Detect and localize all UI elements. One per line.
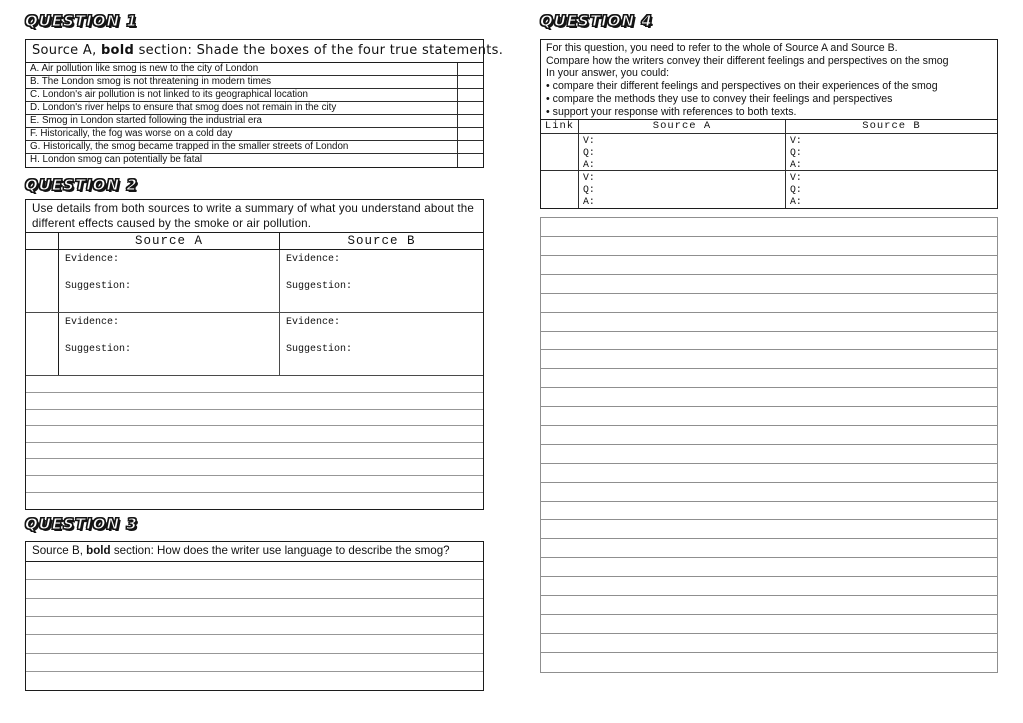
question3-prompt-suffix: section: How does the writer use language to describe the smog? [110, 544, 450, 558]
vqa-cell-source-a[interactable] [579, 171, 786, 208]
answer-line[interactable] [26, 459, 483, 476]
answer-line[interactable] [541, 218, 997, 237]
answer-line[interactable] [541, 445, 997, 464]
shade-box[interactable] [457, 89, 483, 101]
question3-heading [25, 516, 484, 534]
vocabulary-label: V: [583, 172, 595, 184]
evidence-label: Evidence: [65, 254, 120, 266]
answer-line[interactable] [26, 493, 483, 510]
suggestion-label: Suggestion: [286, 344, 353, 356]
answer-line[interactable] [541, 313, 997, 332]
question1-heading [25, 13, 484, 31]
question4-bullet-line: • support your response with references to both texts. [546, 105, 797, 118]
statement-row [26, 89, 483, 102]
evidence-label: Evidence: [65, 317, 120, 329]
question4-header-row [541, 120, 997, 134]
answer-line[interactable] [26, 580, 483, 598]
question4-heading [540, 13, 998, 31]
link-cell[interactable] [541, 134, 579, 170]
answer-line[interactable] [26, 654, 483, 672]
statement-row [26, 76, 483, 89]
question1-heading-text: QUESTION 1 [25, 12, 138, 30]
answer-line[interactable] [541, 502, 997, 521]
question1-prompt-bold: bold [100, 43, 135, 58]
link-cell[interactable] [541, 171, 579, 208]
evidence-row [26, 313, 483, 376]
answer-line[interactable] [26, 476, 483, 493]
analysis-label: A: [790, 196, 802, 208]
vocabulary-label: V: [790, 172, 802, 184]
answer-line[interactable] [541, 520, 997, 539]
answer-line[interactable] [541, 615, 997, 634]
answer-line[interactable] [541, 464, 997, 483]
suggestion-label: Suggestion: [65, 281, 132, 293]
answer-line[interactable] [541, 388, 997, 407]
statement-text: C. London's air pollution is not linked to its geographical location [30, 89, 308, 100]
quote-label: Q: [790, 184, 802, 196]
link-header: Link [541, 120, 579, 133]
shade-box[interactable] [457, 63, 483, 75]
suggestion-label: Suggestion: [286, 281, 353, 293]
analysis-label: A: [790, 159, 802, 171]
shade-box[interactable] [457, 154, 483, 167]
vocabulary-label: V: [790, 135, 802, 147]
source-a-header: Source A [579, 120, 786, 133]
answer-line[interactable] [26, 617, 483, 635]
question2-heading [25, 177, 484, 195]
question4-bullet-line: • compare their different feelings and perspectives on their experiences of the smog [546, 80, 938, 93]
answer-line[interactable] [26, 635, 483, 653]
answer-line[interactable] [541, 634, 997, 653]
answer-line[interactable] [26, 599, 483, 617]
vqa-cell-source-a[interactable] [579, 134, 786, 170]
shade-box[interactable] [457, 115, 483, 127]
question2-answer-lines [26, 376, 483, 509]
answer-line[interactable] [26, 410, 483, 427]
comparison-row [541, 134, 997, 171]
answer-line[interactable] [26, 562, 483, 580]
question4-answer-lines [540, 217, 998, 672]
statement-row [26, 154, 483, 167]
statement-row [26, 63, 483, 76]
statement-text: E. Smog in London started following the industrial era [30, 115, 262, 126]
comparison-row [541, 171, 997, 208]
quote-label: Q: [583, 184, 595, 196]
answer-line[interactable] [541, 369, 997, 388]
evidence-label: Evidence: [286, 317, 341, 329]
shade-box[interactable] [457, 141, 483, 153]
answer-line[interactable] [541, 407, 997, 426]
question3-answer-lines [26, 562, 483, 690]
question2-heading-text: QUESTION 2 [25, 176, 138, 194]
question3-prompt [26, 542, 483, 562]
source-b-header: Source B [862, 120, 921, 133]
question4-heading-text: QUESTION 4 [540, 12, 653, 30]
question1-prompt-prefix: Source A, [32, 43, 101, 58]
evidence-cell-source-b[interactable] [280, 250, 483, 312]
answer-line[interactable] [26, 443, 483, 460]
row-number-cell[interactable] [26, 250, 59, 312]
question4-bullet-line: • compare the methods they use to convey their feelings and perspectives [546, 92, 893, 105]
suggestion-label: Suggestion: [65, 344, 132, 356]
statement-text: A. Air pollution like smog is new to the city of London [30, 63, 259, 74]
worksheet-left-page [25, 12, 504, 691]
statement-row [26, 141, 483, 154]
answer-line[interactable] [541, 426, 997, 445]
answer-line[interactable] [541, 350, 997, 369]
statement-text: F. Historically, the fog was worse on a cold day [30, 128, 233, 139]
source-a-header: Source A [59, 233, 280, 249]
answer-line[interactable] [541, 539, 997, 558]
answer-line[interactable] [541, 237, 997, 256]
shade-box[interactable] [457, 76, 483, 88]
question1-prompt [26, 40, 504, 63]
question3-prompt-prefix: Source B, [32, 544, 87, 558]
question4-prompt-line: Compare how the writers convey their different feelings and perspectives on the smog [546, 54, 949, 67]
question4-prompt-line: In your answer, you could: [546, 67, 670, 80]
analysis-label: A: [583, 159, 595, 171]
vqa-cell-source-b[interactable] [786, 171, 997, 208]
question2-table [25, 199, 484, 510]
question2-header-row [26, 233, 483, 250]
question3-table [25, 541, 484, 691]
quote-label: Q: [790, 147, 802, 159]
evidence-cell-source-a[interactable] [59, 313, 280, 375]
answer-line[interactable] [541, 294, 997, 313]
evidence-row [26, 250, 483, 313]
statement-text: G. Historically, the smog became trapped in the smaller streets of London [30, 141, 349, 152]
shade-box[interactable] [457, 128, 483, 140]
source-b-header: Source B [347, 234, 416, 249]
answer-line[interactable] [541, 483, 997, 502]
row-number-cell[interactable] [26, 313, 59, 375]
statement-row [26, 115, 483, 128]
answer-line[interactable] [541, 332, 997, 351]
answer-line[interactable] [26, 393, 483, 410]
vqa-cell-source-b[interactable] [786, 134, 997, 170]
question2-number-column [26, 233, 59, 249]
question3-heading-text: QUESTION 3 [25, 515, 138, 534]
statement-text: D. London's river helps to ensure that smog does not remain in the city [30, 102, 337, 113]
answer-line[interactable] [541, 577, 997, 596]
evidence-label: Evidence: [286, 254, 341, 266]
statement-text: B. The London smog is not threatening in modern times [30, 76, 272, 87]
quote-label: Q: [583, 147, 595, 159]
evidence-cell-source-a[interactable] [59, 250, 280, 312]
question3-prompt-bold: bold [86, 544, 111, 558]
question2-prompt: Use details from both sources to write a summary of what you understand about the different effects caused by the smoke or air pollution. [26, 200, 483, 233]
answer-line[interactable] [26, 376, 483, 393]
vocabulary-label: V: [583, 135, 595, 147]
statement-text: H. London smog can potentially be fatal [30, 154, 203, 165]
question4-prompt [541, 40, 997, 120]
answer-line[interactable] [541, 256, 997, 275]
question4-table [540, 39, 998, 209]
question1-prompt-suffix: section: Shade the boxes of the four true statements. [134, 43, 504, 58]
question4-prompt-line: For this question, you need to refer to the whole of Source A and Source B. [546, 42, 898, 54]
answer-line[interactable] [541, 558, 997, 577]
question1-table [25, 39, 504, 168]
answer-line[interactable] [26, 672, 483, 690]
answer-line[interactable] [541, 275, 997, 294]
answer-line[interactable] [26, 426, 483, 443]
statement-row [26, 102, 483, 115]
answer-line[interactable] [541, 596, 997, 615]
evidence-cell-source-b[interactable] [280, 313, 483, 375]
statement-row [26, 128, 483, 141]
shade-box[interactable] [457, 102, 483, 114]
analysis-label: A: [583, 196, 595, 208]
answer-line[interactable] [541, 653, 997, 672]
worksheet-right-page [540, 13, 998, 673]
